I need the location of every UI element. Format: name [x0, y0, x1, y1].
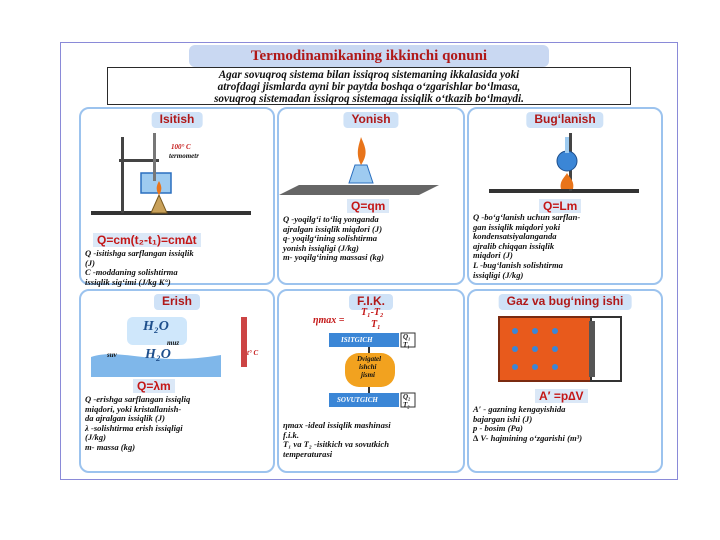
- desc-line: ajralgan issiqlik miqdori (J): [283, 223, 383, 234]
- cooler-label: SOVUTGICH: [337, 396, 378, 404]
- card-title: Yonish: [343, 112, 398, 128]
- ice-label: muz: [167, 339, 180, 347]
- page-title: Termodinamikaning ikkinchi qonuni: [189, 45, 549, 67]
- desc-line: Q -erishga sarflangan issiqliq: [85, 394, 191, 404]
- burning-description: [283, 215, 384, 263]
- burning-formula: Q=qm: [347, 199, 389, 213]
- desc-line: L -bug‘lanish solishtirma: [473, 259, 563, 270]
- desc-line: issiqlik sig‘imi (J/kg K°): [85, 276, 171, 287]
- melting-description: [85, 395, 190, 453]
- vaporization-description: [473, 213, 580, 280]
- card-vaporization: [467, 107, 663, 285]
- desc-line: T₁ va T₂ -isitkich va sovutkich: [283, 439, 390, 450]
- desc-line: ∆ V- hajmining o‘zgarishi (m³): [473, 432, 583, 443]
- heater-t-label: T₁: [403, 341, 410, 349]
- vaporization-formula: Q=Lm: [539, 199, 581, 213]
- heater-q-label: Q₁: [403, 333, 411, 341]
- heat-engine-diagram: [279, 329, 467, 429]
- thermometer-label: termometr: [169, 152, 199, 160]
- burner-illustration: [279, 135, 467, 195]
- cooler-q-label: Q₂: [403, 393, 411, 401]
- desc-line: q- yoqilg‘ining solishtirma: [283, 233, 378, 244]
- engine-label-line2: ishchi: [359, 363, 377, 371]
- desc-line: Q -bo‘g‘lanish uchun sarflan-: [473, 212, 581, 222]
- ice-water-illustration: [81, 317, 277, 377]
- gas-work-formula: A′ =p∆V: [535, 389, 588, 403]
- law-statement: [107, 67, 631, 105]
- desc-line: bajargan ishi (J): [473, 413, 533, 424]
- engine-label-line1: Dvigatel: [357, 355, 382, 363]
- desc-line: (J): [85, 257, 96, 268]
- desc-line: (J/kg): [85, 432, 107, 443]
- efficiency-formula-lhs: ηmax =: [313, 315, 345, 326]
- desc-line: issiqligi (J/kg): [473, 269, 524, 280]
- melting-formula: Q=λm: [133, 379, 175, 393]
- heater-label: ISITGICH: [341, 336, 373, 344]
- temperature-label: t° C: [247, 349, 259, 357]
- heating-formula: Q=cm(t₂-t₁)=cm∆t: [93, 233, 201, 247]
- piston-cylinder-illustration: [469, 317, 665, 387]
- efficiency-formula-numerator: T₁-T₂: [361, 307, 384, 318]
- desc-line: kondensatsiyalanganda: [473, 231, 557, 242]
- gas-work-description: [473, 405, 582, 443]
- card-gas-work: [467, 289, 663, 473]
- desc-line: temperaturasi: [283, 448, 333, 459]
- card-melting: [79, 289, 275, 473]
- desc-line: da ajralgan issiqlik (J): [85, 413, 165, 424]
- card-title: Isitish: [152, 112, 203, 128]
- efficiency-description: [283, 421, 391, 459]
- desc-line: m- massa (kg): [85, 441, 136, 452]
- engine-label-line3: jismi: [361, 371, 376, 379]
- law-line: atrofdagi jismlarda ayni bir paytda boshqa o‘zgarishlar bo‘lmasa,: [217, 81, 521, 93]
- card-title: F.I.K.: [349, 294, 393, 310]
- desc-line: Q -isitishga sarflangan issiqlik: [85, 248, 194, 258]
- temperature-label: 100° C: [171, 143, 191, 151]
- desc-line: λ -solishtirma erish issiqligi: [85, 422, 183, 433]
- desc-line: f.i.k.: [283, 429, 299, 440]
- desc-line: gan issiqlik miqdori yoki: [473, 221, 561, 232]
- card-title: Gaz va bug‘ning ishi: [499, 294, 632, 310]
- card-heating: [79, 107, 275, 285]
- desc-line: ηmax -ideal issiqlik mashinasi: [283, 420, 391, 430]
- card-efficiency: [277, 289, 465, 473]
- desc-line: m- yoqilg‘ining massasi (kg): [283, 252, 384, 263]
- desc-line: A′ - gazning kengayishida: [473, 404, 566, 414]
- h2o-ice-label: H₂O: [143, 319, 169, 334]
- law-line: Agar sovuqroq sistema bilan issiqroq sistemaning ikkalasida yoki: [218, 69, 520, 81]
- desc-line: C -moddaning solishtirma: [85, 267, 178, 278]
- desc-line: p - bosim (Pa): [473, 423, 523, 434]
- flask-illustration: [469, 129, 665, 199]
- card-title: Erish: [154, 294, 200, 310]
- poster: [60, 42, 678, 480]
- heating-description: [85, 249, 194, 287]
- desc-line: ajralib chiqqan issiqlik: [473, 240, 555, 251]
- desc-line: miqdori (J): [473, 250, 513, 261]
- water-label: suv: [107, 351, 117, 359]
- law-line: sovuqroq sistemadan issiqroq sistemaga issiqlik o‘tkazib bo‘lmaydi.: [214, 93, 524, 105]
- efficiency-formula-denominator: T₁: [371, 319, 381, 330]
- desc-line: Q -yoqilg‘i to‘liq yonganda: [283, 214, 379, 224]
- h2o-water-label: H₂O: [145, 347, 171, 362]
- cooler-t-label: T₂: [403, 401, 410, 409]
- card-burning: [277, 107, 465, 285]
- desc-line: miqdori, yoki kristallanish-: [85, 403, 182, 414]
- desc-line: yonish issiqligi (J/kg): [283, 242, 359, 253]
- card-title: Bug‘lanish: [526, 112, 603, 128]
